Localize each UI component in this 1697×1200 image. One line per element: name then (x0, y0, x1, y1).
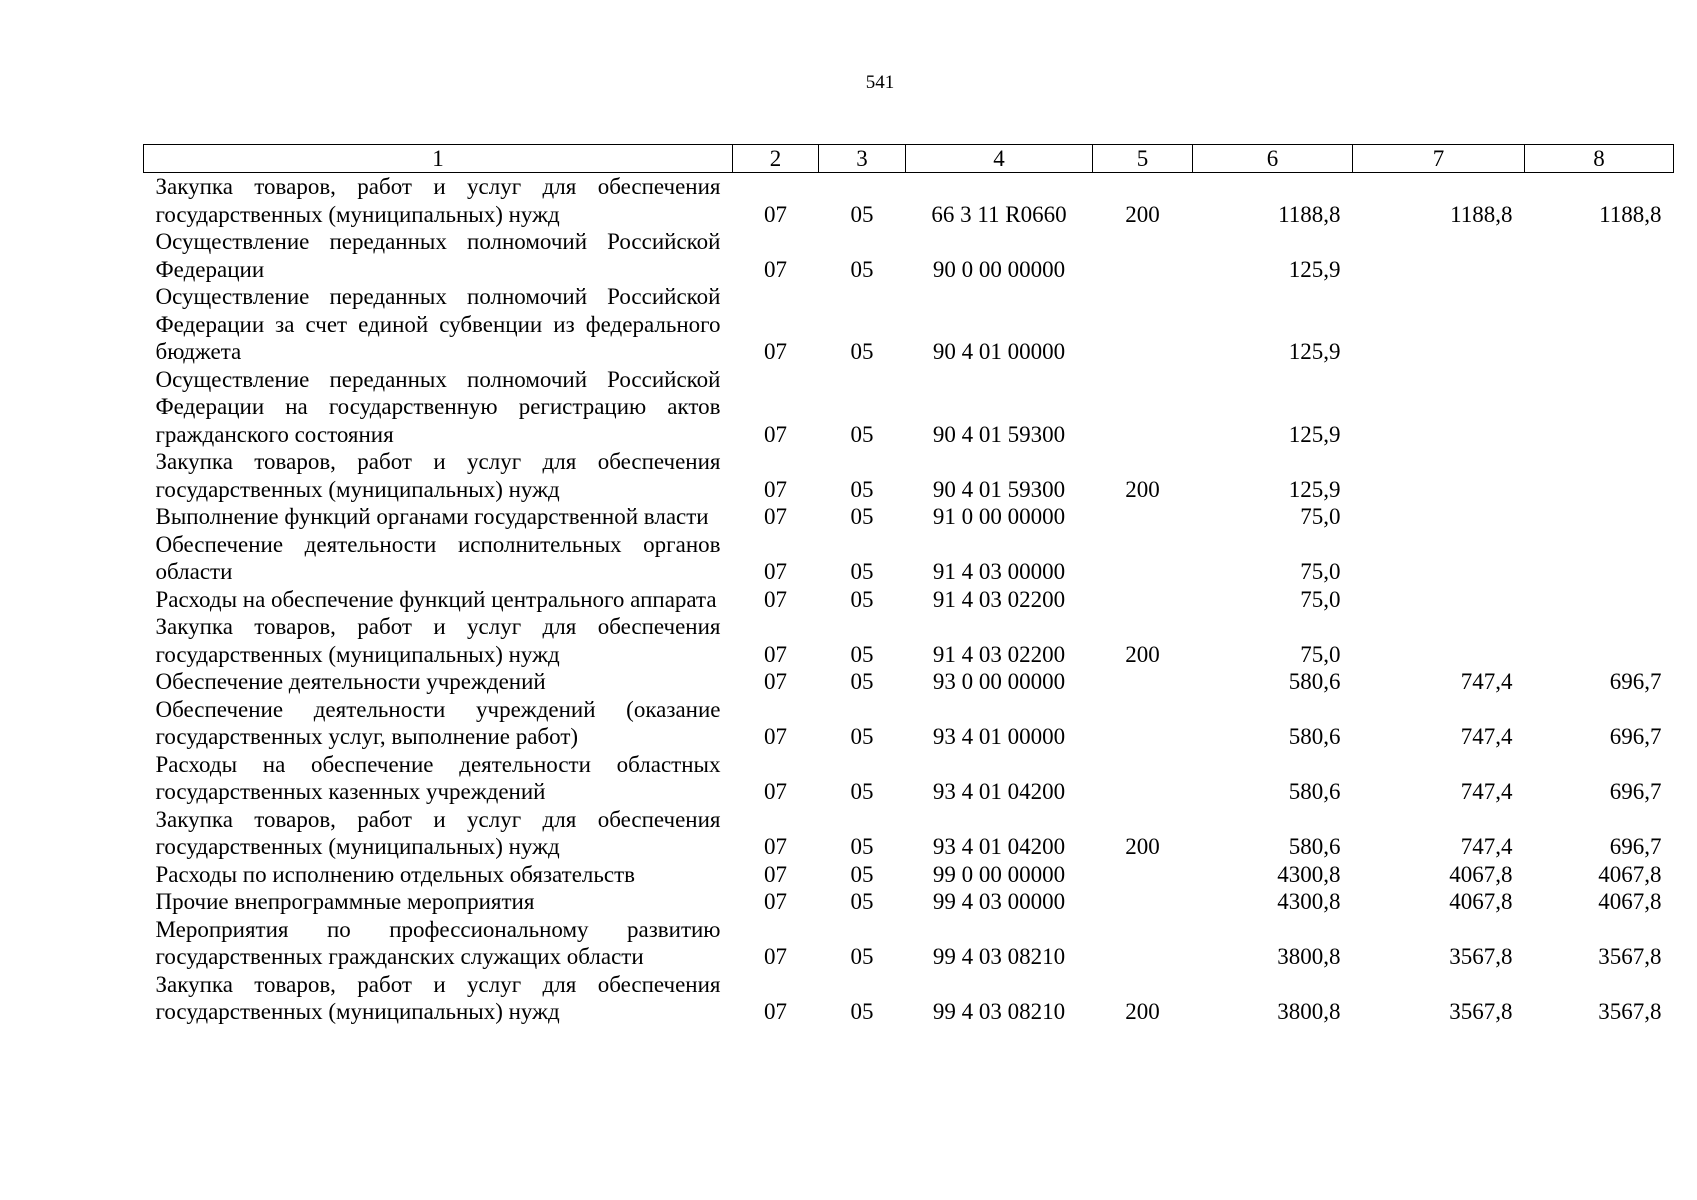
table-row (144, 173, 1674, 229)
table-row (144, 448, 1674, 503)
expense-type-code (1093, 668, 1193, 696)
amount-col-8 (1525, 586, 1674, 614)
amount-col-7: 3567,8 (1449, 999, 1513, 1024)
amount-col-7 (1353, 366, 1525, 449)
amount-col-7: 1188,8 (1450, 201, 1513, 227)
amount-col-7: 3567,8 (1449, 944, 1513, 969)
subsection-code: 05 (850, 779, 874, 804)
subsection-code: 05 (850, 944, 874, 969)
subsection-code: 05 (850, 504, 874, 529)
table-row (144, 696, 1674, 751)
target-article-code: 91 4 03 02200 (932, 641, 1066, 667)
section-code: 07 (764, 999, 787, 1024)
table-row (144, 916, 1674, 971)
amount-col-8: 696,7 (1609, 834, 1662, 859)
amount-col-6: 580,6 (1288, 834, 1341, 859)
expense-type-code (1093, 366, 1193, 449)
expense-type-code: 200 (1125, 641, 1160, 667)
table-row (144, 806, 1674, 861)
target-article-code: 99 4 03 00000 (932, 889, 1066, 914)
target-article-code: 99 0 00 00000 (932, 861, 1066, 887)
subsection-code: 05 (850, 999, 874, 1024)
amount-col-8: 4067,8 (1598, 889, 1662, 914)
amount-col-6: 75,0 (1300, 586, 1341, 612)
budget-table (143, 144, 1674, 1026)
table-row (144, 613, 1674, 668)
subsection-code: 05 (850, 201, 874, 227)
expense-type-code (1093, 228, 1193, 283)
item-name: Расходы на обеспечение функций центрального аппарата (155, 586, 717, 612)
amount-col-8 (1525, 366, 1674, 449)
item-name: Расходы на обеспечение деятельности областных государственных казенных учреждений (155, 751, 721, 804)
target-article-code: 90 4 01 59300 (932, 421, 1066, 447)
item-name: Обеспечение деятельности учреждений (оказание государственных услуг, выполнение работ) (155, 696, 721, 749)
expense-type-code (1093, 586, 1193, 614)
item-name: Осуществление переданных полномочий Российской Федерации на государственную регистрацию актов гражданского состояния (155, 366, 721, 447)
amount-col-8: 3567,8 (1598, 999, 1662, 1024)
target-article-code: 91 4 03 00000 (932, 559, 1066, 584)
item-name: Обеспечение деятельности исполнительных органов области (155, 531, 721, 584)
amount-col-6: 75,0 (1300, 504, 1341, 529)
subsection-code: 05 (850, 256, 874, 282)
expense-type-code: 200 (1125, 476, 1160, 502)
expense-type-code: 200 (1125, 201, 1160, 227)
item-name: Осуществление переданных полномочий Российской Федерации за счет единой субвенции из федерального бюджета (155, 284, 721, 364)
subsection-code: 05 (850, 476, 874, 502)
table-row (144, 888, 1674, 916)
subsection-code: 05 (850, 834, 874, 859)
table-row (144, 366, 1674, 449)
section-code: 07 (764, 559, 787, 584)
target-article-code: 99 4 03 08210 (932, 999, 1066, 1024)
table-row (144, 228, 1674, 283)
table-body (144, 173, 1674, 1026)
amount-col-6: 4300,8 (1277, 861, 1341, 887)
amount-col-6: 3800,8 (1277, 944, 1341, 969)
item-name: Расходы по исполнению отдельных обязательств (155, 861, 635, 887)
section-code: 07 (764, 421, 787, 447)
subsection-code: 05 (850, 861, 874, 887)
item-name: Мероприятия по профессиональному развитию государственных гражданских служащих области (155, 916, 721, 969)
amount-col-6: 580,6 (1288, 779, 1341, 804)
item-name: Закупка товаров, работ и услуг для обеспечения государственных (муниципальных) нужд (155, 971, 721, 1024)
amount-col-6: 125,9 (1288, 339, 1341, 364)
section-code: 07 (764, 669, 787, 694)
item-name: Закупка товаров, работ и услуг для обеспечения государственных (муниципальных) нужд (155, 614, 721, 667)
amount-col-7 (1353, 613, 1525, 668)
item-name: Прочие внепрограммные мероприятия (155, 889, 535, 914)
header-cell: 2 (733, 145, 819, 173)
expense-type-code (1093, 503, 1193, 531)
target-article-code: 90 4 01 00000 (932, 339, 1066, 364)
page-number: 541 (865, 72, 895, 93)
amount-col-8 (1525, 531, 1674, 586)
header-cell: 7 (1353, 145, 1525, 173)
amount-col-6: 125,9 (1288, 256, 1341, 282)
subsection-code: 05 (850, 724, 874, 749)
header-row (144, 145, 1674, 173)
section-code: 07 (764, 586, 787, 612)
amount-col-6: 3800,8 (1277, 999, 1341, 1024)
header-cell: 3 (819, 145, 906, 173)
target-article-code: 90 4 01 59300 (932, 476, 1066, 502)
target-article-code: 93 4 01 04200 (932, 779, 1066, 804)
target-article-code: 93 4 01 04200 (932, 834, 1066, 859)
section-code: 07 (764, 339, 787, 364)
amount-col-8 (1525, 613, 1674, 668)
amount-col-8: 696,7 (1609, 779, 1662, 804)
amount-col-8 (1525, 448, 1674, 503)
section-code: 07 (764, 201, 787, 227)
expense-type-code (1093, 861, 1193, 889)
amount-col-7: 4067,8 (1449, 861, 1513, 887)
expense-type-code (1093, 751, 1193, 806)
section-code: 07 (764, 476, 787, 502)
table-row (144, 531, 1674, 586)
target-article-code: 99 4 03 08210 (932, 944, 1066, 969)
amount-col-6: 580,6 (1288, 669, 1341, 694)
section-code: 07 (764, 724, 787, 749)
subsection-code: 05 (850, 586, 874, 612)
amount-col-8: 4067,8 (1598, 861, 1662, 887)
target-article-code: 93 4 01 00000 (932, 724, 1066, 749)
amount-col-7 (1353, 531, 1525, 586)
amount-col-7 (1353, 448, 1525, 503)
table-row (144, 503, 1674, 531)
subsection-code: 05 (850, 339, 874, 364)
target-article-code: 93 0 00 00000 (932, 669, 1066, 694)
header-cell: 8 (1525, 145, 1674, 173)
expense-type-code (1093, 696, 1193, 751)
section-code: 07 (764, 889, 787, 914)
table-row (144, 971, 1674, 1026)
amount-col-8: 696,7 (1609, 669, 1662, 694)
item-name: Закупка товаров, работ и услуг для обеспечения государственных (муниципальных) нужд (155, 174, 721, 227)
subsection-code: 05 (850, 669, 874, 694)
amount-col-7: 747,4 (1460, 669, 1513, 694)
expense-type-code: 200 (1125, 999, 1160, 1024)
amount-col-6: 580,6 (1288, 724, 1341, 749)
amount-col-8: 696,7 (1609, 724, 1662, 749)
target-article-code: 66 3 11 R0660 (931, 201, 1067, 227)
subsection-code: 05 (850, 421, 874, 447)
amount-col-7 (1353, 283, 1525, 366)
table-row (144, 861, 1674, 889)
amount-col-8 (1525, 503, 1674, 531)
table-row (144, 751, 1674, 806)
item-name: Закупка товаров, работ и услуг для обеспечения государственных (муниципальных) нужд (155, 449, 721, 502)
table-row (144, 668, 1674, 696)
amount-col-6: 75,0 (1300, 559, 1341, 584)
expense-type-code: 200 (1125, 834, 1160, 859)
amount-col-8 (1525, 228, 1674, 283)
section-code: 07 (764, 861, 787, 887)
amount-col-7: 747,4 (1460, 779, 1513, 804)
amount-col-7: 747,4 (1460, 724, 1513, 749)
section-code: 07 (764, 504, 787, 529)
amount-col-7 (1353, 228, 1525, 283)
expense-type-code (1093, 916, 1193, 971)
target-article-code: 91 4 03 02200 (932, 586, 1066, 612)
amount-col-6: 125,9 (1288, 476, 1341, 502)
section-code: 07 (764, 779, 787, 804)
table-row (144, 283, 1674, 366)
amount-col-7 (1353, 586, 1525, 614)
amount-col-6: 75,0 (1300, 641, 1341, 667)
header-cell: 5 (1093, 145, 1193, 173)
amount-col-7: 4067,8 (1449, 889, 1513, 914)
amount-col-8: 1188,8 (1599, 201, 1662, 227)
section-code: 07 (764, 641, 787, 667)
amount-col-7 (1353, 503, 1525, 531)
subsection-code: 05 (850, 889, 874, 914)
item-name: Обеспечение деятельности учреждений (155, 669, 546, 694)
amount-col-7: 747,4 (1460, 834, 1513, 859)
amount-col-6: 1188,8 (1278, 201, 1341, 227)
expense-type-code (1093, 888, 1193, 916)
subsection-code: 05 (850, 559, 874, 584)
target-article-code: 90 0 00 00000 (932, 256, 1066, 282)
expense-type-code (1093, 283, 1193, 366)
header-cell: 1 (144, 145, 733, 173)
item-name: Осуществление переданных полномочий Российской Федерации (155, 229, 721, 282)
header-cell: 4 (906, 145, 1093, 173)
subsection-code: 05 (850, 641, 874, 667)
item-name: Выполнение функций органами государственной власти (155, 504, 709, 529)
section-code: 07 (764, 944, 787, 969)
amount-col-8: 3567,8 (1598, 944, 1662, 969)
item-name: Закупка товаров, работ и услуг для обеспечения государственных (муниципальных) нужд (155, 806, 721, 859)
table-row (144, 586, 1674, 614)
section-code: 07 (764, 834, 787, 859)
amount-col-6: 4300,8 (1277, 889, 1341, 914)
header-cell: 6 (1193, 145, 1353, 173)
amount-col-6: 125,9 (1288, 421, 1341, 447)
section-code: 07 (764, 256, 787, 282)
amount-col-8 (1525, 283, 1674, 366)
target-article-code: 91 0 00 00000 (932, 504, 1066, 529)
expense-type-code (1093, 531, 1193, 586)
